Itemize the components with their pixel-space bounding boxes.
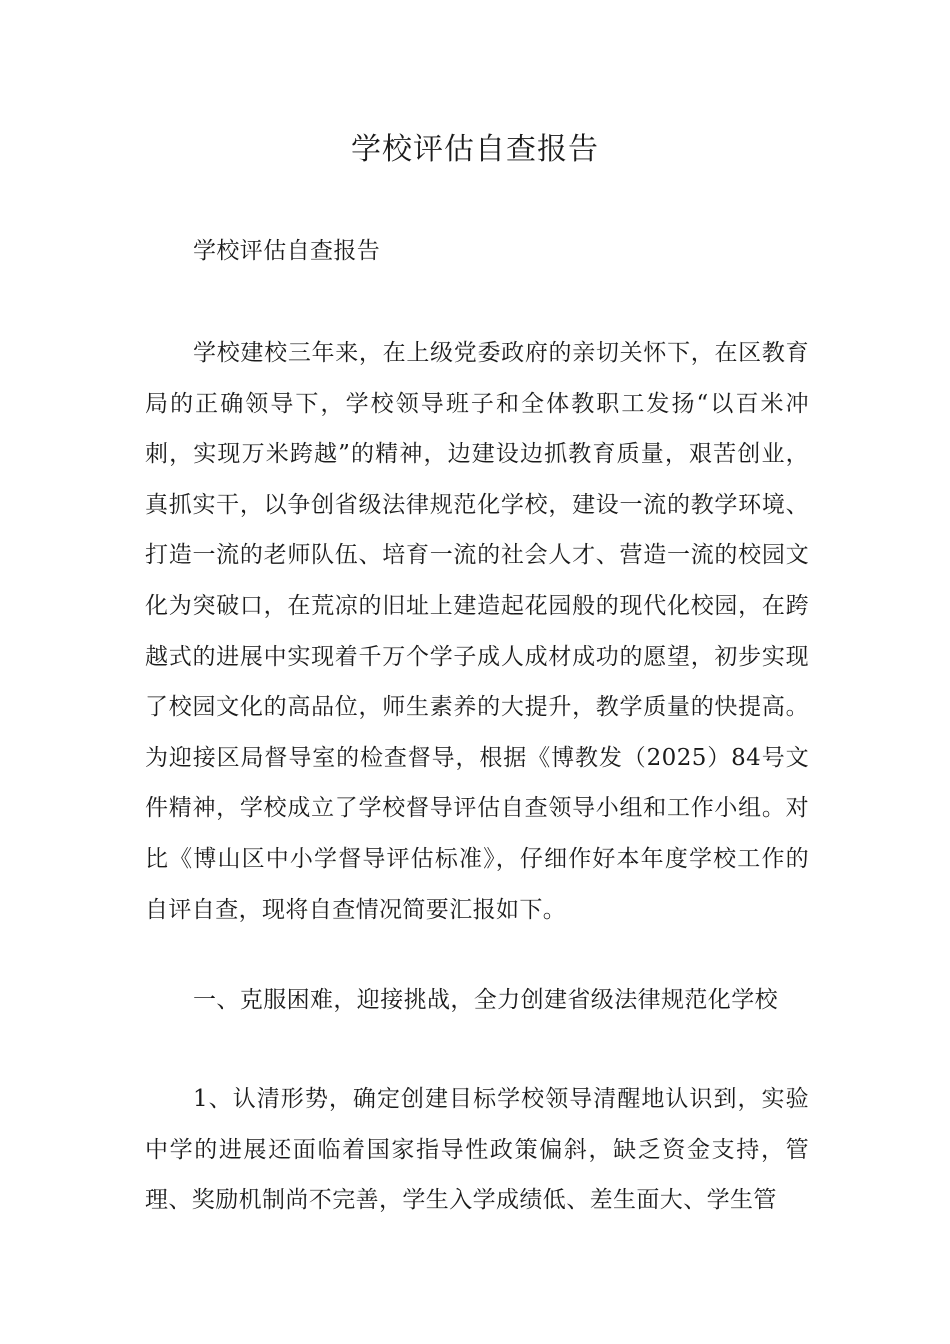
document-subtitle: 学校评估自查报告 [193,238,381,264]
intro-paragraph: 学校建校三年来，在上级党委政府的亲切关怀下，在区教育局的正确领导下，学校领导班子和全体教职工发扬“以百米冲刺，实现万米跨越”的精神，边建设边抓教育质量，艰苦创业，真抓实干，以争创省级法律规范化学校，建设一流的教学环境、打造一流的老师队伍、培育一流的社会人才、营造一流的校园文化为突破口，在荒凉的旧址上建造起花园般的现代化校园，在跨越式的进展中实现着千万个学子成人成材成功的愿望，初步实现了校园文化的高品位，师生素养的大提升，教学质量的快提高。为迎接区局督导室的检查督导，根据《博教发（2025）84号文件精神，学校成立了学校督导评估自查领导小组和工作小组。对比《博山区中小学督导评估标准》，仔细作好本年度学校工作的自评自查，现将自查情况简要汇报如下。 [145,340,809,923]
section-heading-1: 一、克服困难，迎接挑战，全力创建省级法律规范化学校 [193,987,778,1013]
section-1-point-1: 1、认清形势，确定创建目标学校领导清醒地认识到，实验中学的进展还面临着国家指导性政策偏斜，缺乏资金支持，管理、奖励机制尚不完善，学生入学成绩低、差生面大、学生管 [145,1086,809,1214]
document-title: 学校评估自查报告 [351,132,599,167]
